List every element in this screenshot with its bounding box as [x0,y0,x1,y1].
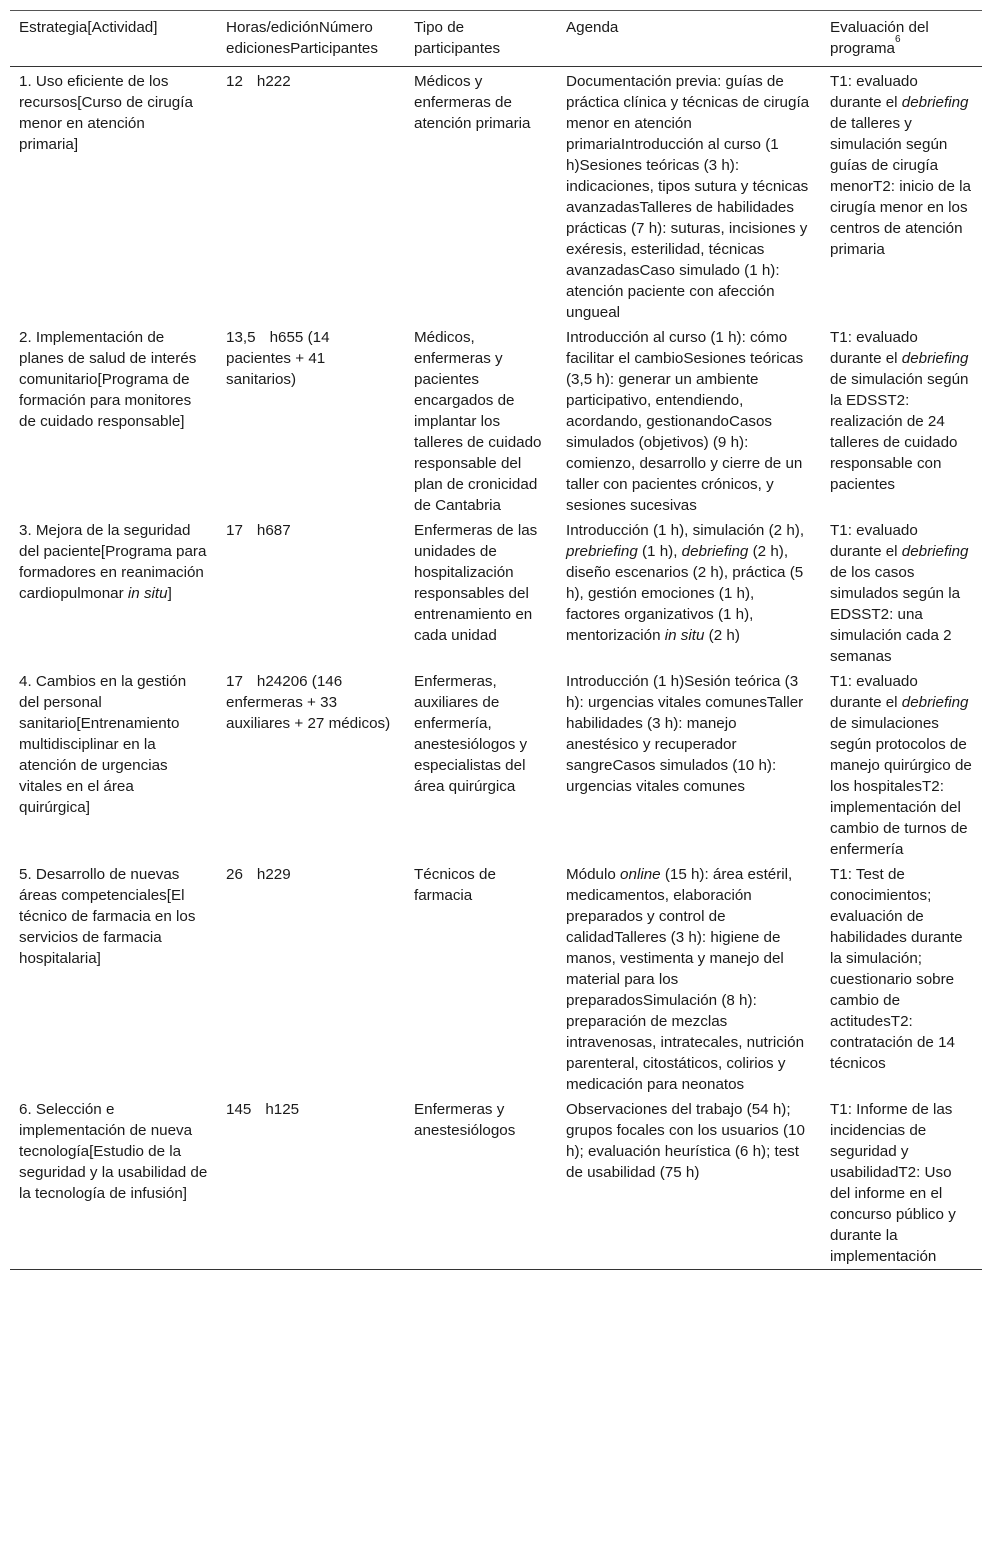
cell-tipo: Técnicos de farmacia [414,866,496,904]
cell-horas [217,1097,405,1270]
header-row [10,11,982,67]
cell-horas [217,518,405,669]
cell-evaluacion [821,325,982,518]
ediciones-value: h687 [256,522,291,539]
eval-text: T1: evaluado durante el [830,673,918,711]
cell-evaluacion [821,67,982,326]
agenda-em: in situ [664,627,705,644]
header-agenda: Agenda [566,19,619,36]
agenda-em: prebriefing [566,543,638,560]
cell-evaluacion: T1: Informe de las incidencias de seguridad y usabilidadT2: Uso del informe en el concurso público y durante la implementación [830,1101,956,1265]
eval-em: debriefing [901,94,969,111]
cell-agenda [557,862,821,1097]
eval-em: debriefing [901,543,969,560]
table-row [10,325,982,518]
horas-value: 145 [226,1101,252,1118]
estrategia-em: in situ [127,585,168,602]
cell-evaluacion [821,518,982,669]
cell-agenda: Observaciones del trabajo (54 h); grupos focales con los usuarios (10 h); evaluación heurística (6 h); test de usabilidad (75 h) [566,1101,805,1181]
ediciones-value: h229 [256,866,291,883]
table-row [10,669,982,862]
horas-value: 17 [226,522,243,539]
ediciones-value: h24206 (146 enfermeras + 33 auxiliares + 27 médicos) [226,673,391,732]
footnote-ref: 6 [895,33,901,45]
cell-estrategia: 6. Selección e implementación de nueva tecnología[Estudio de la seguridad y la usabilidad de la tecnología de infusión] [19,1101,208,1202]
cell-tipo: Enfermeras y anestesiólogos [414,1101,516,1139]
cell-horas [217,67,405,326]
cell-agenda: Documentación previa: guías de práctica clínica y técnicas de cirugía menor en atención primariaIntroducción al curso (1 h)Sesiones teóricas (3 h): indicaciones, tipos sutura y técnicas avanzadasTalleres de habilidades prácticas (7 h): suturas, incisiones y exéresis, esterilidad, técnicas avanzadasCaso simulado (1 h): atención paciente con afección ungueal [566,73,810,321]
eval-text: T1: evaluado durante el [830,522,918,560]
agenda-em: online [620,866,661,883]
agenda-text: Módulo [566,866,621,883]
cell-estrategia: 4. Cambios en la gestión del personal sanitario[Entrenamiento multidisciplinar en la atención de urgencias vitales en el área quirúrgica] [19,673,187,816]
cell-horas [217,669,405,862]
eval-text: de simulación según la EDSST2: realización de 24 talleres de cuidado responsable con pacientes [830,371,969,493]
agenda-text: (1 h), [637,543,682,560]
cell-evaluacion: T1: Test de conocimientos; evaluación de habilidades durante la simulación; cuestionario sobre cambio de actitudesT2: contratación de 14 técnicos [830,866,963,1072]
horas-value: 13,5 [226,329,256,346]
ediciones-value: h125 [265,1101,300,1118]
cell-evaluacion [821,669,982,862]
eval-text: T1: evaluado durante el [830,73,918,111]
cell-tipo: Médicos, enfermeras y pacientes encargados de implantar los talleres de cuidado responsable del plan de cronicidad de Cantabria [414,329,542,514]
horas-value: 12 [226,73,243,90]
table-row [10,862,982,1097]
cell-tipo: Médicos y enfermeras de atención primaria [414,73,531,132]
agenda-text: Introducción (1 h), simulación (2 h), [566,522,805,539]
header-estrategia: Estrategia[Actividad] [19,19,158,36]
table-row [10,67,982,326]
eval-text: de los casos simulados según la EDSST2: una simulación cada 2 semanas [830,564,961,665]
table-container [10,10,982,1270]
eval-text: de talleres y simulación según guías de cirugía menorT2: inicio de la cirugía menor en los centros de atención primaria [830,115,971,258]
ediciones-value: h655 (14 pacientes + 41 sanitarios) [226,329,330,388]
cell-estrategia: 2. Implementación de planes de salud de interés comunitario[Programa de formación para monitores de cuidado responsable] [19,329,197,430]
cell-horas [217,325,405,518]
header-evaluacion-text: Evaluación del programa [830,19,929,57]
eval-em: debriefing [901,350,969,367]
table-row [10,518,982,669]
cell-tipo: Enfermeras de las unidades de hospitalización responsables del entrenamiento en cada unidad [414,522,538,644]
strategy-table [10,10,982,1270]
eval-text: de simulaciones según protocolos de manejo quirúrgico de los hospitalesT2: implementación del cambio de turnos de enfermería [830,715,972,858]
cell-tipo: Enfermeras, auxiliares de enfermería, anestesiólogos y especialistas del área quirúrgica [414,673,528,795]
cell-agenda: Introducción (1 h)Sesión teórica (3 h): urgencias vitales comunesTaller habilidades (3 h): manejo anestésico y recuperador sangreCasos simulados (10 h): urgencias vitales comunes [566,673,804,795]
agenda-text: (2 h) [704,627,740,644]
header-horas: Horas/ediciónNúmero edicionesParticipantes [226,19,378,57]
header-tipo: Tipo de participantes [414,19,501,57]
ediciones-value: h222 [256,73,291,90]
estrategia-text: 3. Mejora de la seguridad del paciente[Programa para formadores en reanimación cardiopulmonar [19,522,207,602]
agenda-text: (2 h), diseño escenarios (2 h), práctica (5 h), gestión emociones (1 h), factores organizativos (1 h), mentorización [566,543,804,644]
header-evaluacion [821,11,982,67]
horas-value: 17 [226,673,243,690]
cell-agenda: Introducción al curso (1 h): cómo facilitar el cambioSesiones teóricas (3,5 h): generar un ambiente participativo, entendiendo, acordando, gestionandoCasos simulados (objetivos) (9 h): comienzo, desarrollo y cierre de un taller con pacientes crónicos, y sesiones sucesivas [566,329,804,514]
eval-em: debriefing [901,694,969,711]
agenda-em: debriefing [681,543,749,560]
cell-horas [217,862,405,1097]
eval-text: T1: evaluado durante el [830,329,918,367]
cell-estrategia: 1. Uso eficiente de los recursos[Curso de cirugía menor en atención primaria] [19,73,193,153]
cell-agenda [557,518,821,669]
horas-value: 26 [226,866,243,883]
cell-estrategia: 5. Desarrollo de nuevas áreas competenciales[El técnico de farmacia en los servicios de farmacia hospitalaria] [19,866,196,967]
agenda-text: (15 h): área estéril, medicamentos, elaboración preparados y control de calidadTalleres (3 h): higiene de manos, vestimenta y manejo del material para los preparadosSimulación (8 h): preparación de mezclas intravenosas, intratecales, nutrición parenteral, citostáticos, colirios y medicación para neonatos [566,866,805,1093]
estrategia-text: ] [167,585,172,602]
table-row [10,1097,982,1270]
cell-estrategia [10,518,217,669]
